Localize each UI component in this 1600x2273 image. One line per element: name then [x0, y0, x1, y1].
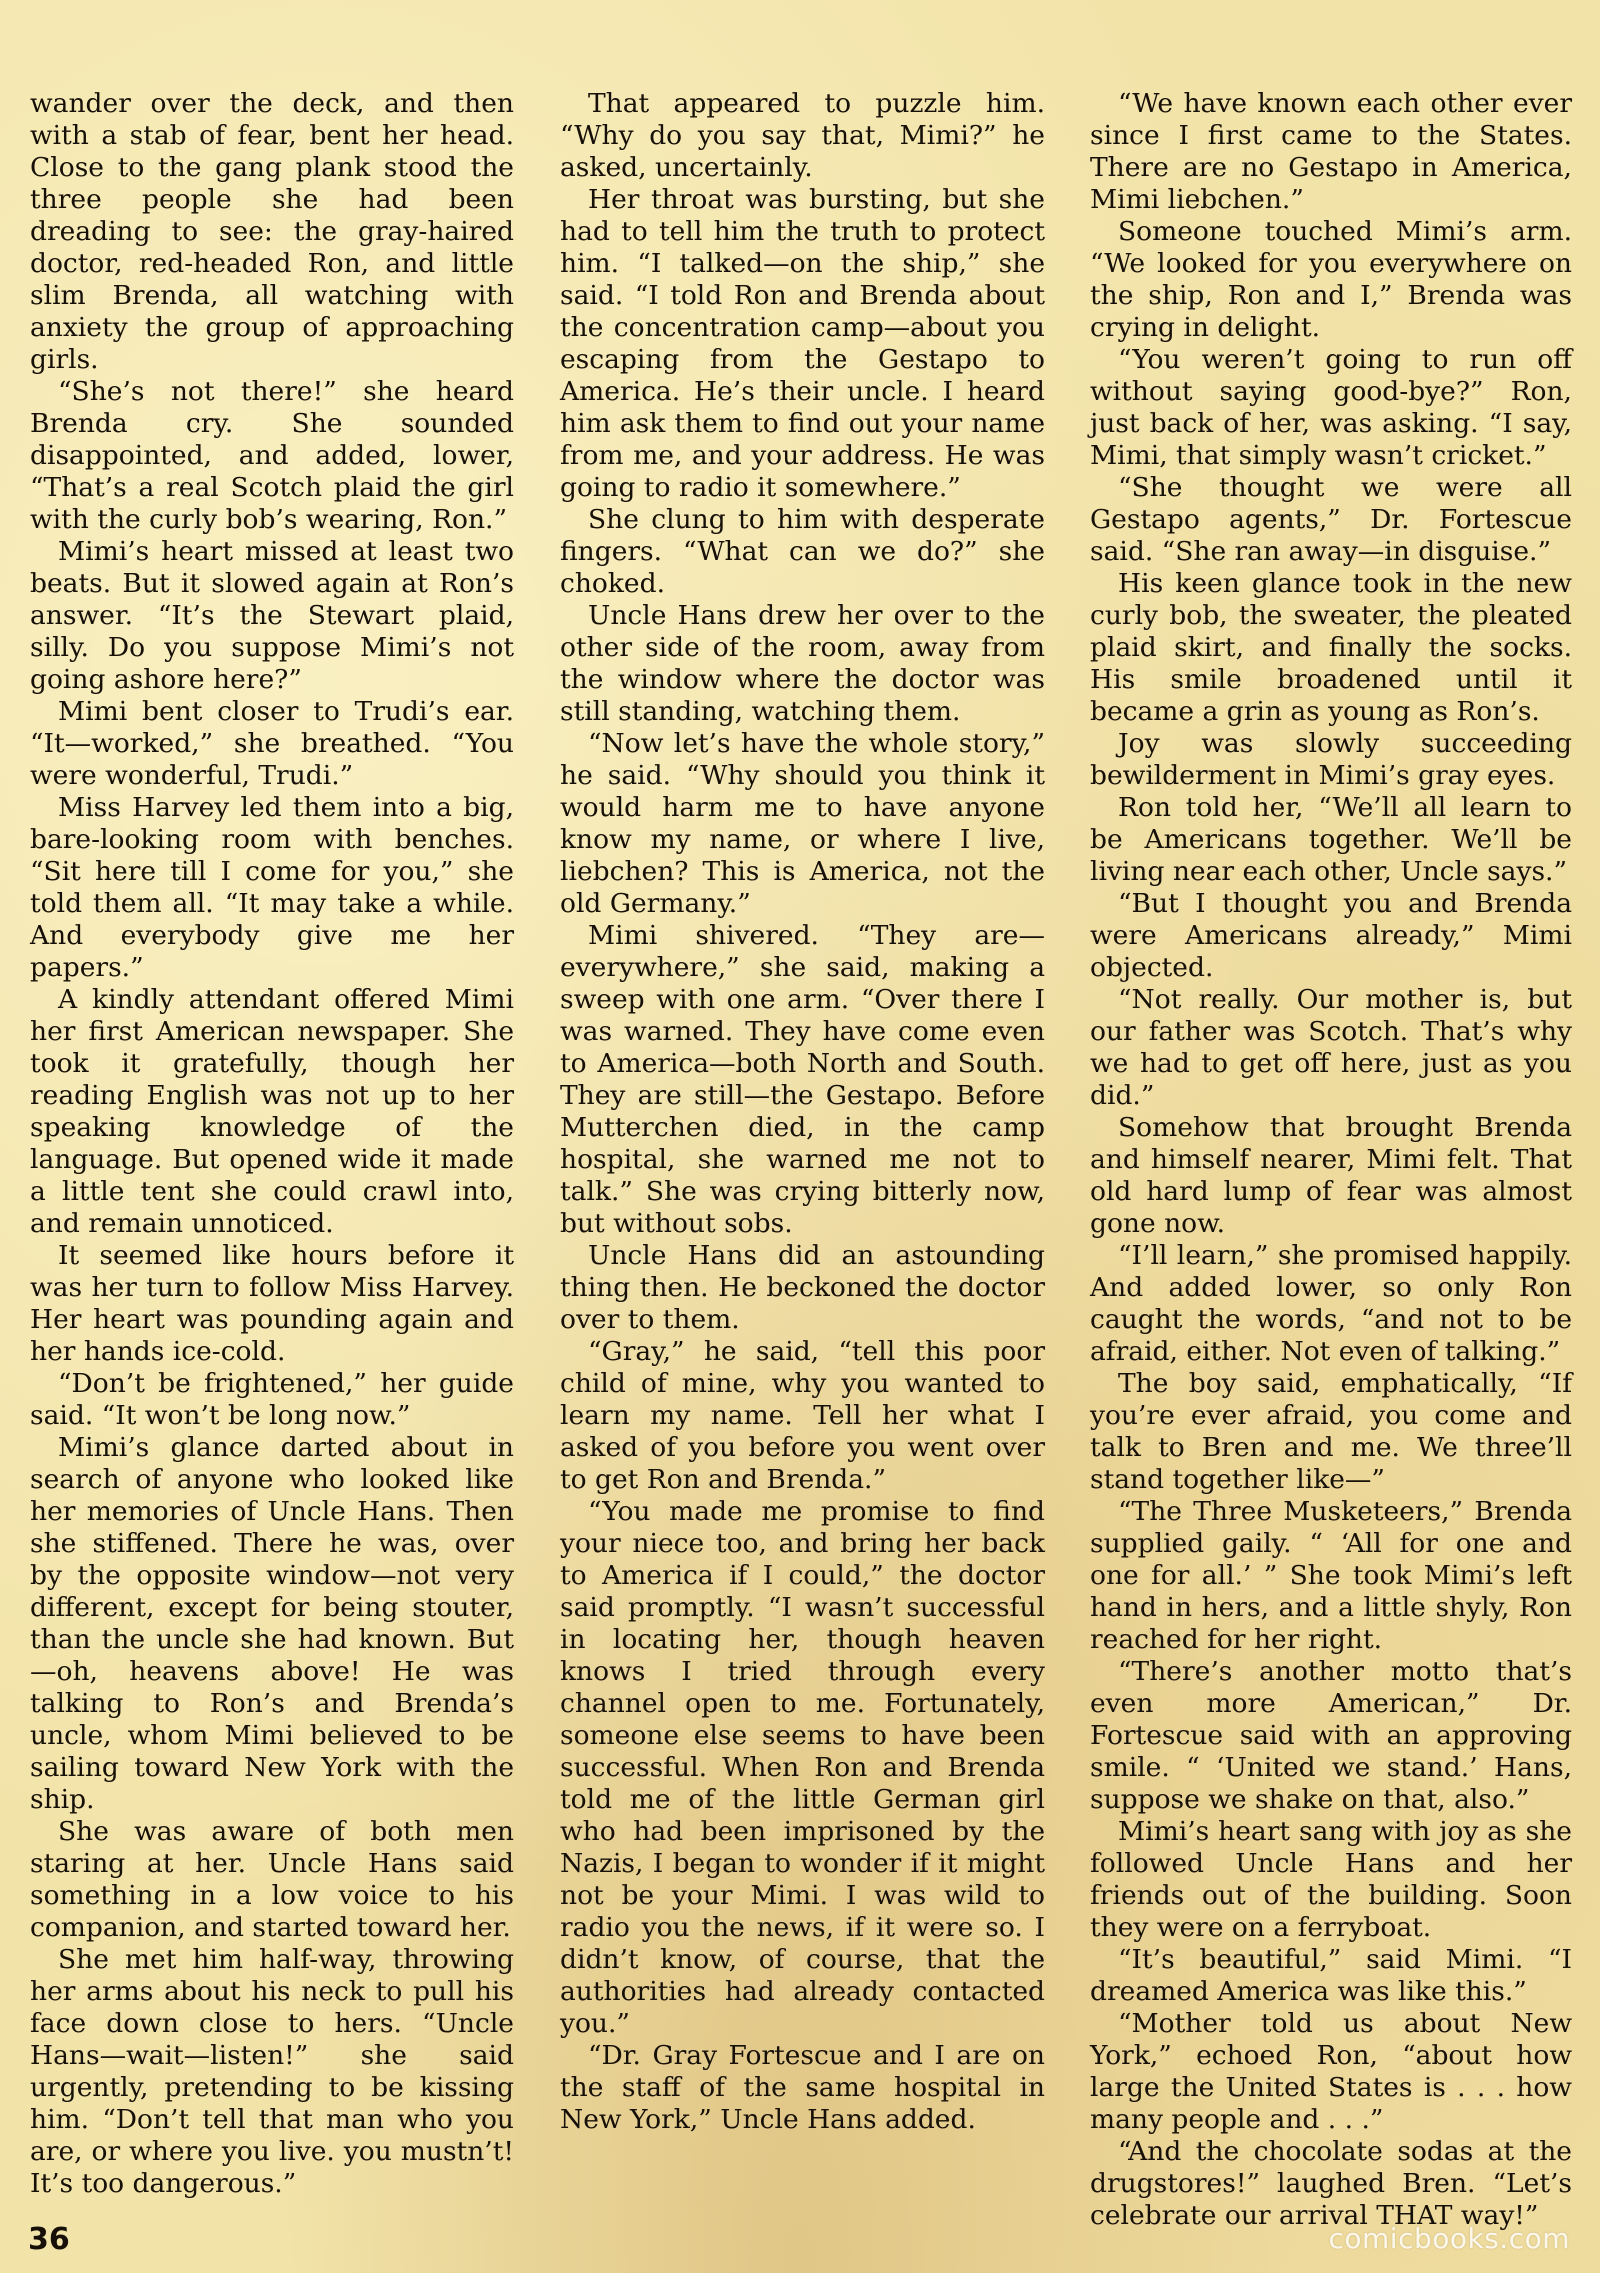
- paragraph: “Don’t be frightened,” her guide said. “It won’t be long now.”: [30, 1368, 514, 1431]
- paragraph: “She’s not there!” she heard Brenda cry. She sounded disappointed, and added, lower, “That’s a real Scotch plaid the girl with the curly bob’s wearing, Ron.”: [30, 376, 514, 535]
- paragraph: She met him half-way, throwing her arms about his neck to pull his face down close to hers. “Uncle Hans—wait—listen!” she said urgently, pretending to be kissing him. “Don’t tell that man who you are, or where you live. you mustn’t! It’s too dangerous.”: [30, 1944, 514, 2199]
- paragraph: That appeared to puzzle him. “Why do you say that, Mimi?” he asked, uncertainly.: [560, 88, 1045, 183]
- paragraph: “We have known each other ever since I first came to the States. There are no Gestapo in America, Mimi liebchen.”: [1090, 88, 1572, 215]
- paragraph: “Dr. Gray Fortescue and I are on the staff of the same hospital in New York,” Uncle Hans added.: [560, 2040, 1045, 2135]
- paragraph: Mimi’s heart sang with joy as she followed Uncle Hans and her friends out of the building. Soon they were on a ferryboat.: [1090, 1816, 1572, 1943]
- paragraph: “Mother told us about New York,” echoed Ron, “about how large the United States is . . . how many people and . . .”: [1090, 2008, 1572, 2135]
- watermark: comicbooks.com: [1328, 2222, 1570, 2255]
- paragraph: “You weren’t going to run off without saying good-bye?” Ron, just back of her, was asking. “I say, Mimi, that simply wasn’t cricket.”: [1090, 344, 1572, 471]
- paragraph: “The Three Musketeers,” Brenda supplied gaily. “ ‘All for one and one for all.’ ” She took Mimi’s left hand in hers, and a little shyly, Ron reached for her right.: [1090, 1496, 1572, 1655]
- text-column-3: [1090, 88, 1572, 2231]
- paragraph: Someone touched Mimi’s arm. “We looked for you everywhere on the ship, Ron and I,” Brenda was crying in delight.: [1090, 216, 1572, 343]
- paragraph: “She thought we were all Gestapo agents,” Dr. Fortescue said. “She ran away—in disguise.”: [1090, 472, 1572, 567]
- paragraph: “Gray,” he said, “tell this poor child of mine, why you wanted to learn my name. Tell her what I asked of you before you went over to get Ron and Brenda.”: [560, 1336, 1045, 1495]
- paragraph: “And the chocolate sodas at the drugstores!” laughed Bren. “Let’s celebrate our arrival THAT way!”: [1090, 2136, 1572, 2231]
- paragraph: It seemed like hours before it was her turn to follow Miss Harvey. Her heart was pounding again and her hands ice-cold.: [30, 1240, 514, 1367]
- paragraph: Mimi bent closer to Trudi’s ear. “It—worked,” she breathed. “You were wonderful, Trudi.”: [30, 696, 514, 791]
- paragraph: Uncle Hans drew her over to the other side of the room, away from the window where the doctor was still standing, watching them.: [560, 600, 1045, 727]
- text-column-1: [30, 88, 514, 2199]
- paragraph: His keen glance took in the new curly bob, the sweater, the pleated plaid skirt, and finally the socks. His smile broadened until it became a grin as young as Ron’s.: [1090, 568, 1572, 727]
- paragraph: “There’s another motto that’s even more American,” Dr. Fortescue said with an approving smile. “ ‘United we stand.’ Hans, suppose we shake on that, also.”: [1090, 1656, 1572, 1815]
- page-number: 36: [28, 2222, 70, 2257]
- paragraph: Mimi’s glance darted about in search of anyone who looked like her memories of Uncle Hans. Then she stiffened. There he was, over by the opposite window—not very different, except for being stouter, than the uncle she had known. But—oh, heavens above! He was talking to Ron’s and Brenda’s uncle, whom Mimi believed to be sailing toward New York with the ship.: [30, 1432, 514, 1815]
- paragraph: Uncle Hans did an astounding thing then. He beckoned the doctor over to them.: [560, 1240, 1045, 1335]
- paragraph: Joy was slowly succeeding bewilderment in Mimi’s gray eyes.: [1090, 728, 1572, 791]
- paragraph: Her throat was bursting, but she had to tell him the truth to protect him. “I talked—on the ship,” she said. “I told Ron and Brenda about the concentration camp—about you escaping from the Gestapo to America. He’s their uncle. I heard him ask them to find out your name from me, and your address. He was going to radio it somewhere.”: [560, 184, 1045, 503]
- paragraph: Mimi shivered. “They are—everywhere,” she said, making a sweep with one arm. “Over there I was warned. They have come even to America—both North and South. They are still—the Gestapo. Before Mutterchen died, in the camp hospital, she warned me not to talk.” She was crying bitterly now, but without sobs.: [560, 920, 1045, 1239]
- text-column-2: [560, 88, 1045, 2188]
- paragraph: A kindly attendant offered Mimi her first American newspaper. She took it gratefully, though her reading English was not up to her speaking knowledge of the language. But opened wide it made a little tent she could crawl into, and remain unnoticed.: [30, 984, 514, 1239]
- paragraph: Mimi’s heart missed at least two beats. But it slowed again at Ron’s answer. “It’s the Stewart plaid, silly. Do you suppose Mimi’s not going ashore here?”: [30, 536, 514, 695]
- paragraph: “Now let’s have the whole story,” he said. “Why should you think it would harm me to have anyone know my name, or where I live, liebchen? This is America, not the old Germany.”: [560, 728, 1045, 919]
- paragraph: “But I thought you and Brenda were Americans already,” Mimi objected.: [1090, 888, 1572, 983]
- paragraph: “It’s beautiful,” said Mimi. “I dreamed America was like this.”: [1090, 1944, 1572, 2007]
- paragraph: “You made me promise to find your niece too, and bring her back to America if I could,” the doctor said promptly. “I wasn’t successful in locating her, though heaven knows I tried through every channel open to me. Fortunately, someone else seems to have been successful. When Ron and Brenda told me of the little German girl who had been imprisoned by the Nazis, I began to wonder if it might not be your Mimi. I was wild to radio you the news, if it were so. I didn’t know, of course, that the authorities had already contacted you.”: [560, 1496, 1045, 2039]
- paragraph: Miss Harvey led them into a big, bare-looking room with benches. “Sit here till I come for you,” she told them all. “It may take a while. And everybody give me her papers.”: [30, 792, 514, 983]
- paragraph: wander over the deck, and then with a stab of fear, bent her head. Close to the gang plank stood the three people she had been dreading to see: the gray-haired doctor, red-headed Ron, and little slim Brenda, all watching with anxiety the group of approaching girls.: [30, 88, 514, 375]
- paragraph: Somehow that brought Brenda and himself nearer, Mimi felt. That old hard lump of fear was almost gone now.: [1090, 1112, 1572, 1239]
- paragraph: She was aware of both men staring at her. Uncle Hans said something in a low voice to his companion, and started toward her.: [30, 1816, 514, 1943]
- paragraph: She clung to him with desperate fingers. “What can we do?” she choked.: [560, 504, 1045, 599]
- paragraph: “Not really. Our mother is, but our father was Scotch. That’s why we had to get off here, just as you did.”: [1090, 984, 1572, 1111]
- paragraph: Ron told her, “We’ll all learn to be Americans together. We’ll be living near each other, Uncle says.”: [1090, 792, 1572, 887]
- paragraph: “I’ll learn,” she promised happily. And added lower, so only Ron caught the words, “and not to be afraid, either. Not even of talking.”: [1090, 1240, 1572, 1367]
- paragraph: The boy said, emphatically, “If you’re ever afraid, you come and talk to Bren and me. We three’ll stand together like—”: [1090, 1368, 1572, 1495]
